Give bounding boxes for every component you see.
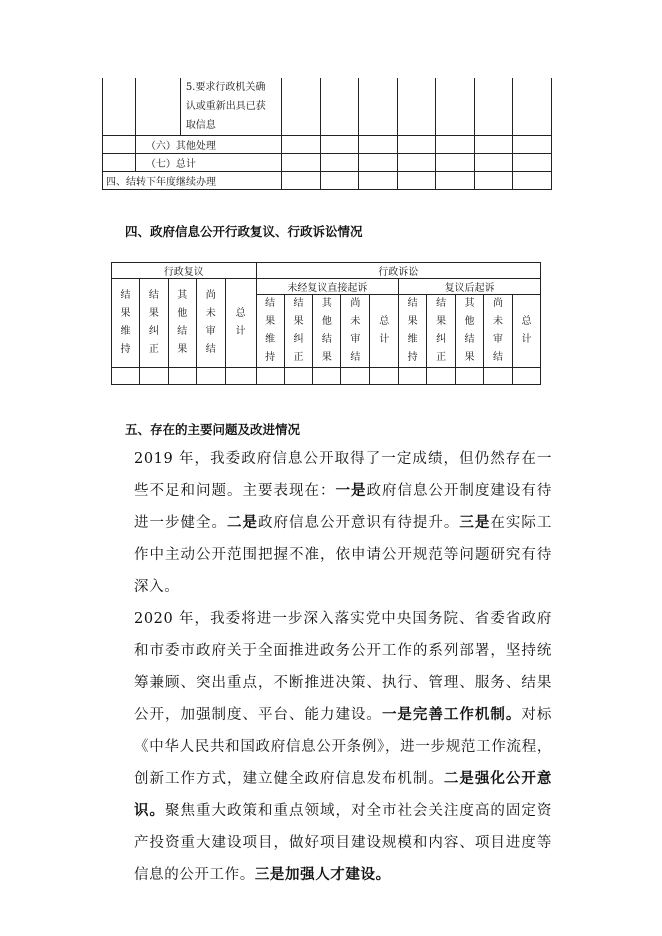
col-header: 尚未审结 (350, 298, 361, 363)
col-header: 总计 (235, 308, 246, 337)
table-row (180, 78, 281, 136)
text-bold: 一是 (335, 482, 367, 499)
section5-heading: 五、存在的主要问题及改进情况 (125, 422, 301, 437)
text-bold: 二是强化公开意识。 (134, 770, 552, 819)
direct-suit-header: 未经复议直接起诉 (256, 279, 399, 295)
col-header: 结果纠正 (293, 298, 304, 363)
col-header: 其他结果 (321, 298, 332, 363)
text: 2020 年，我委将进一步深入落实党中央国务院、省委省政府和市委市政府关于全面推进政务公开工作的系列部署，坚持统筹兼顾、突出重点，不断推进决策、执行、管理、服务、结果公开，加强制度、平台、能力建设。 (134, 611, 552, 723)
table-row (103, 136, 552, 154)
text-bold: 三是加强人才建设。 (254, 866, 391, 883)
col-header: 尚未审结 (492, 298, 503, 363)
text-bold: 三是 (459, 514, 491, 531)
row-label: 取信息 (185, 120, 216, 131)
row-label: 认或重新出具已获 (185, 101, 266, 112)
review-header: 行政复议 (112, 263, 257, 279)
text: 对标《中华人民共和国政府信息公开条例》，进一步规范工作流程，创新工作方式，建立健全政府信息发布机制。 (134, 707, 553, 787)
row-label: 5.要求行政机关确 (185, 82, 266, 93)
section4-heading: 四、政府信息公开行政复议、行政诉讼情况 (125, 224, 363, 239)
review-litigation-table (111, 262, 541, 385)
table-row (103, 154, 552, 172)
text: 政府信息公开意识有待提升。 (257, 515, 460, 531)
text: 2019 年，我委政府信息公开取得了一定成绩，但仍然存在一些不足和问题。主要表现在： (134, 451, 552, 499)
paragraph-1 (104, 443, 552, 603)
disclosure-table-continued (102, 78, 552, 190)
col-header: 总计 (379, 316, 390, 345)
after-review-header: 复议后起诉 (399, 279, 541, 295)
text: 政府信息公开制度建设有待进一步健全。 (134, 483, 553, 531)
col-header: 总计 (521, 316, 532, 345)
col-header: 尚未审结 (205, 290, 216, 355)
text: 聚焦重大政策和重点领域，对全市社会关注度高的固定资产投资重大建设项目，做好项目建设规模和内容、项目进度等信息的公开工作。 (134, 803, 553, 883)
col-header: 结果维持 (120, 290, 131, 355)
text-bold: 一是完善工作机制。 (381, 706, 522, 723)
section5-body (104, 443, 552, 891)
table-row (112, 368, 541, 385)
row-label: （六）其他处理 (135, 136, 281, 154)
col-header: 结果纠正 (436, 298, 447, 363)
col-header: 结果维持 (265, 298, 276, 363)
col-header: 其他结果 (177, 290, 188, 355)
table-row (103, 172, 552, 190)
col-header: 其他结果 (464, 298, 475, 363)
text-bold: 二是 (226, 514, 258, 531)
row-label: （七）总计 (135, 154, 281, 172)
paragraph-2 (104, 603, 552, 891)
litigation-header: 行政诉讼 (256, 263, 540, 279)
text: 在实际工作中主动公开范围把握不准，依申请公开规范等问题研究有待深入。 (134, 515, 552, 595)
col-header: 结果纠正 (148, 290, 159, 355)
row-label: 四、结转下年度继续办理 (103, 172, 282, 190)
col-header: 结果维持 (407, 298, 418, 363)
